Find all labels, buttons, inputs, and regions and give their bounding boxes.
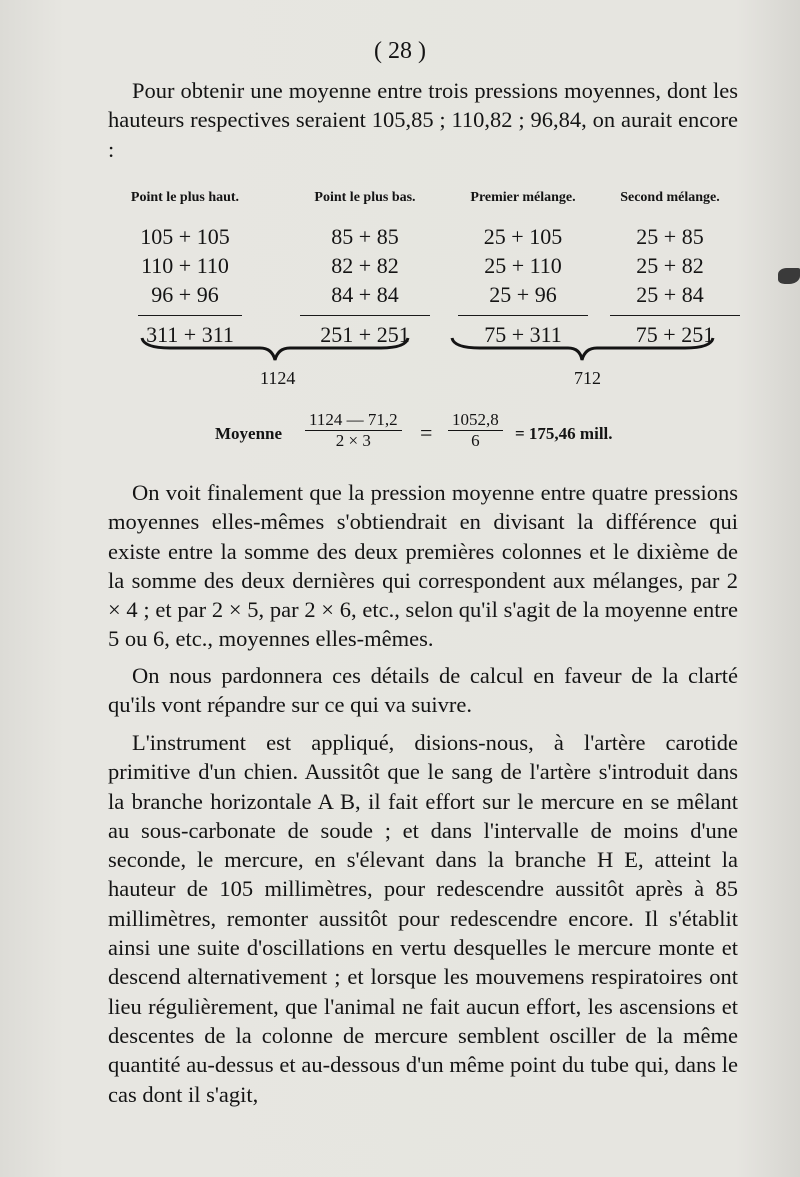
numerator: 1124 — 71,2: [309, 410, 398, 429]
brace-total-right: 712: [574, 368, 601, 388]
paragraph: On nous pardonnera ces détails de calcul en faveur de la clarté qu'ils vont répandre sur ce qui va suivre.: [108, 663, 738, 718]
denominator: 2 × 3: [305, 430, 402, 451]
column-sum: 251 + 251: [300, 315, 430, 350]
column-header: Premier mélange.: [470, 190, 576, 205]
brace-total-left: 1124: [260, 368, 296, 388]
column-sum: 75 + 251: [610, 315, 740, 350]
column-header: Second mélange.: [620, 190, 720, 205]
moyenne-result: = 175,46 mill.: [515, 424, 613, 443]
table-cell: 25 + 84: [636, 282, 704, 307]
column-point-le-plus-bas: [290, 186, 440, 350]
column-sum: 311 + 311: [138, 315, 242, 350]
table-cell: 82 + 82: [331, 253, 399, 278]
right-brace: [450, 336, 715, 366]
moyenne-label: Moyenne: [215, 424, 283, 443]
column-point-le-plus-haut: [110, 186, 260, 350]
column-header: Point le plus bas.: [314, 190, 416, 205]
column-header: Point le plus haut.: [130, 190, 240, 205]
numerator: 1052,8: [452, 410, 499, 429]
column-sum: 75 + 311: [458, 315, 588, 350]
table-cell: 105 + 105: [140, 224, 230, 249]
intro-paragraph: Pour obtenir une moyenne entre trois pressions moyennes, dont les hauteurs respectives seraient 105,85 ; 110,82 ; 96,84, on aurait encore :: [108, 78, 738, 162]
page-edge-stain: [778, 268, 800, 284]
column-second-melange: [600, 186, 740, 350]
table-cell: 25 + 85: [636, 224, 704, 249]
paragraph: On voit finalement que la pression moyenne entre quatre pressions moyennes elles-mêmes s'obtiendrait en divisant la différence qui existe entre la somme des deux premières colonnes et le dixième de la somme des deux dernières qui correspondent aux mélanges, par 2 × 4 ; et par 2 × 5, par 2 × 6, etc., selon qu'il s'agit de la moyenne entre 5 ou 6, etc., moyennes elles-mêmes.: [108, 480, 738, 652]
table-cell: 25 + 82: [636, 253, 704, 278]
fraction-1: [305, 410, 402, 451]
table-cell: 25 + 96: [489, 282, 557, 307]
fraction-2: [448, 410, 503, 451]
table-cell: 96 + 96: [151, 282, 219, 307]
left-brace: [140, 336, 410, 366]
page-number: ( 28 ): [374, 38, 426, 64]
equals-sign: =: [420, 420, 433, 445]
table-cell: 85 + 85: [331, 224, 399, 249]
table-cell: 84 + 84: [331, 282, 399, 307]
column-premier-melange: [448, 186, 598, 350]
denominator: 6: [448, 430, 503, 451]
table-cell: 25 + 105: [483, 224, 563, 249]
paragraph: L'instrument est appliqué, disions-nous, à l'artère carotide primitive d'un chien. Aussitôt que le sang de l'artère s'introduit dans la branche horizontale A B, il fait effort sur le mercure en se mêlant au sous-carbonate de soude ; et dans l'intervalle de moins d'une seconde, le mercure, en s'élevant dans la branche H E, atteint la hauteur de 105 millimètres, pour redescendre aussitôt après à 85 millimètres, remonter aussitôt pour redescendre encore. Il s'établit ainsi une suite d'oscillations en vertu desquelles le mercure monte et descend alternativement ; et lorsque les mouvemens respiratoires ont lieu régulièrement, que l'animal ne fait aucun effort, les ascensions et descentes de la colonne de mercure semblent osciller de la même quantité au-dessus et au-dessous d'un même point du tube qui, dans le cas dont il s'agit,: [108, 730, 738, 1107]
table-cell: 25 + 110: [484, 253, 562, 278]
table-cell: 110 + 110: [141, 253, 229, 278]
